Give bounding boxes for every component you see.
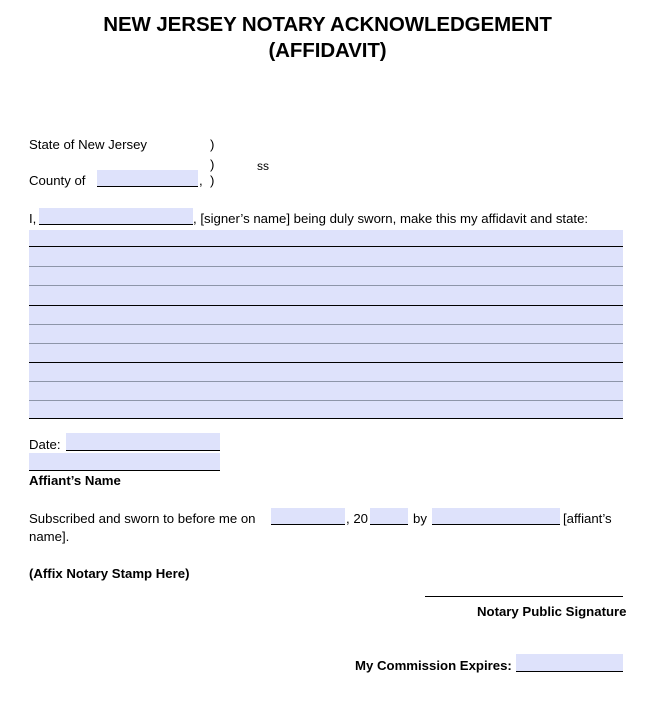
writing-rule (29, 266, 623, 267)
venue-paren-1: ) (210, 137, 215, 152)
affidavit-statement-lines[interactable] (29, 230, 623, 419)
sworn-text-after: [affiant’s (563, 511, 612, 526)
sworn-by-label: by (413, 511, 427, 526)
writing-rule (29, 324, 623, 325)
commission-expires-input[interactable] (516, 654, 623, 672)
page-title (0, 12, 655, 64)
commission-expires-label: My Commission Expires: (355, 658, 512, 673)
county-label: County of (29, 173, 86, 188)
writing-rule (29, 246, 623, 247)
affidavit-statement: , [signer’s name] being duly sworn, make this my affidavit and state: (193, 211, 589, 226)
sworn-date-input[interactable] (271, 508, 345, 525)
i-label: I, (29, 211, 37, 226)
notary-signature-line[interactable] (425, 596, 623, 597)
sworn-text-wrap: name]. (29, 529, 70, 544)
date-input[interactable] (66, 433, 220, 451)
writing-rule (29, 305, 623, 306)
writing-rule (29, 381, 623, 382)
affiant-name-input[interactable] (29, 453, 220, 471)
writing-rule (29, 343, 623, 344)
sworn-comma-twenty: , 20 (346, 511, 368, 526)
writing-rule (29, 400, 623, 401)
writing-rule (29, 362, 623, 363)
page-title-line-2: (AFFIDAVIT) (268, 39, 387, 62)
county-comma: , (199, 173, 203, 188)
sworn-year-input[interactable] (370, 508, 408, 525)
venue-paren-3: ) (210, 173, 215, 188)
county-input[interactable] (97, 170, 198, 187)
page-title-line-1: NEW JERSEY NOTARY ACKNOWLEDGEMENT (103, 13, 552, 36)
venue-paren-2: ) (210, 157, 215, 172)
affiant-name-caption: Affiant’s Name (29, 473, 121, 488)
writing-rule (29, 285, 623, 286)
state-label: State of New Jersey (29, 137, 148, 152)
ss-label: ss (257, 159, 269, 173)
signer-name-input[interactable] (39, 208, 193, 225)
notary-stamp-label: (Affix Notary Stamp Here) (29, 566, 190, 581)
sworn-affiant-input[interactable] (432, 508, 560, 525)
date-label: Date: (29, 437, 61, 452)
sworn-text-before: Subscribed and sworn to before me on (29, 511, 256, 526)
writing-rule (29, 418, 623, 419)
notary-signature-caption: Notary Public Signature (477, 604, 627, 619)
